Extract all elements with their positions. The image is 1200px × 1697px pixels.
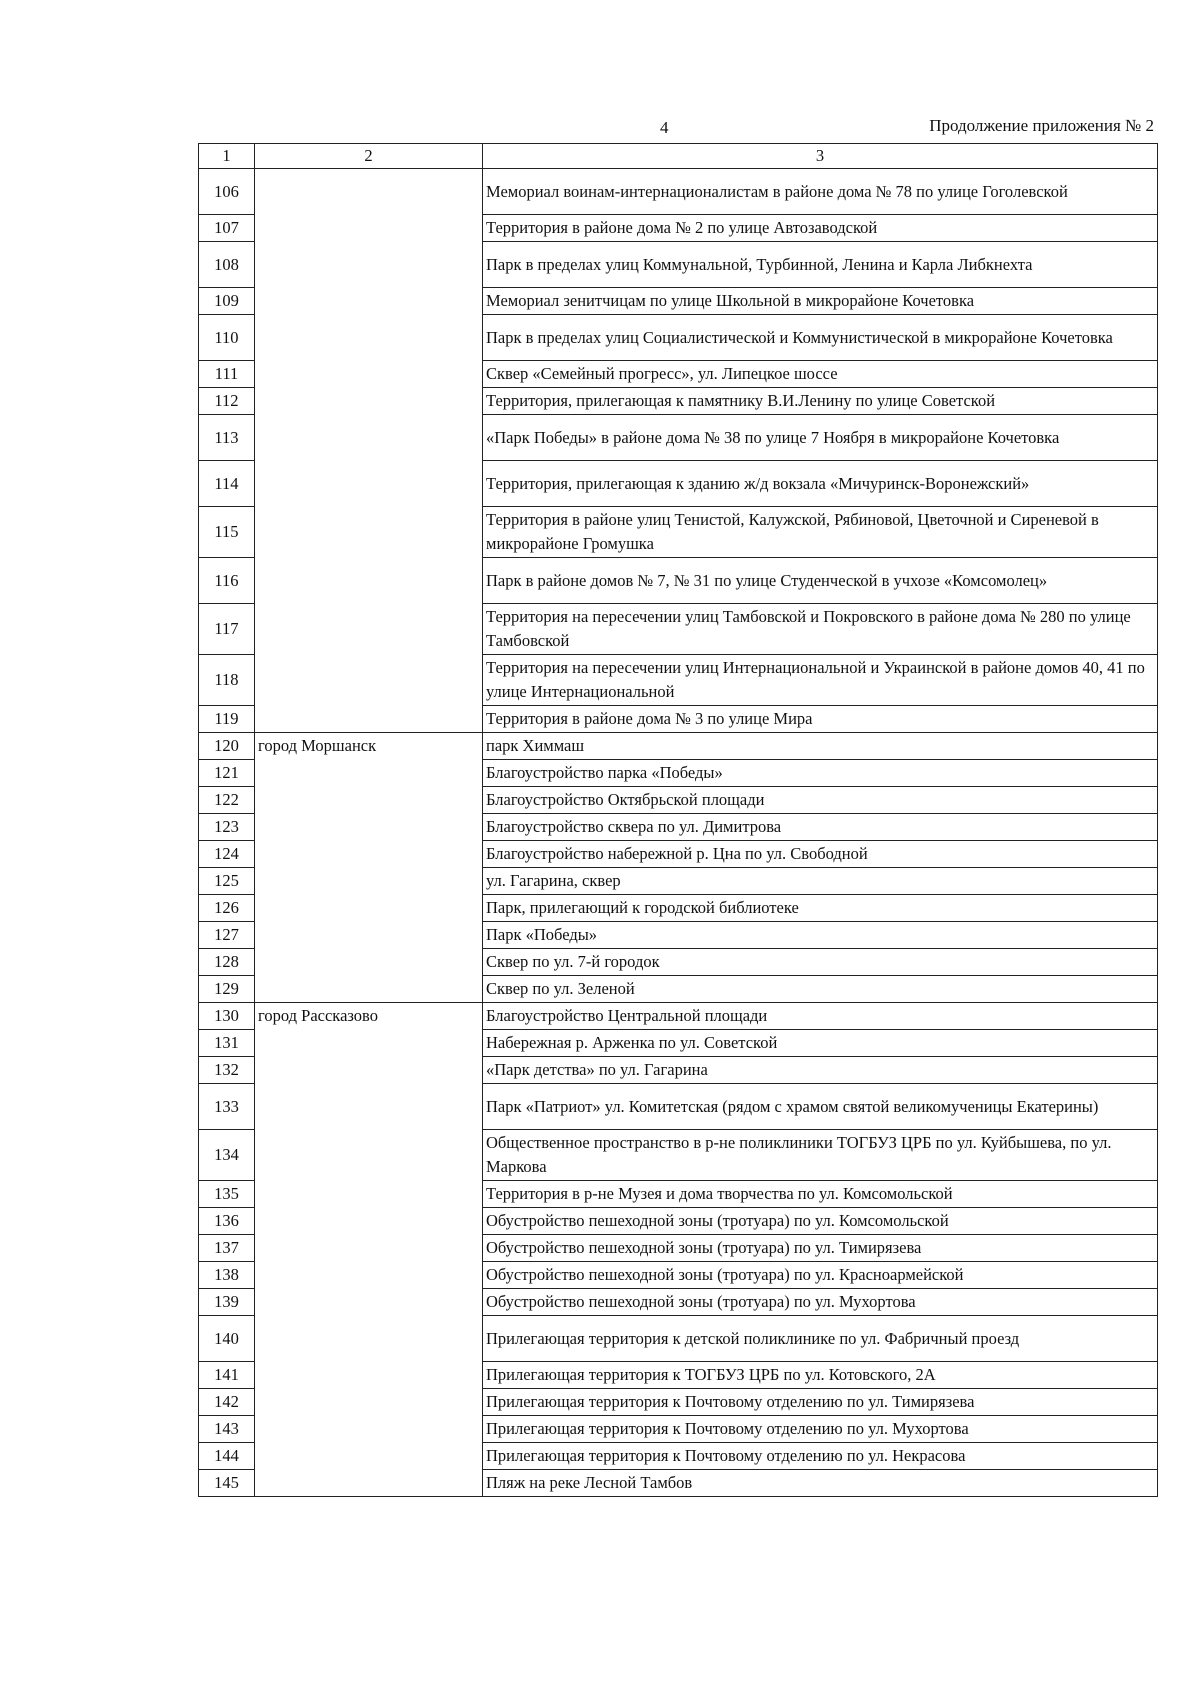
territory-name: Территория, прилегающая к зданию ж/д вокзала «Мичуринск-Воронежский» [483,461,1158,507]
row-number: 115 [199,507,255,558]
row-number: 120 [199,733,255,760]
territory-name: Мемориал воинам-интернационалистам в районе дома № 78 по улице Гоголевской [483,169,1158,215]
row-number: 127 [199,922,255,949]
row-number: 109 [199,288,255,315]
row-number: 131 [199,1030,255,1057]
objects-table [198,143,1158,1497]
column-header-1: 1 [199,144,255,169]
row-number: 126 [199,895,255,922]
row-number: 133 [199,1084,255,1130]
municipality-cell [255,169,483,733]
territory-name: Территория, прилегающая к памятнику В.И.Ленину по улице Советской [483,388,1158,415]
territory-name: Прилегающая территория к ТОГБУЗ ЦРБ по ул. Котовского, 2А [483,1362,1158,1389]
territory-name: «Парк Победы» в районе дома № 38 по улице 7 Ноября в микрорайоне Кочетовка [483,415,1158,461]
territory-name: Прилегающая территория к Почтовому отделению по ул. Некрасова [483,1443,1158,1470]
municipality-cell: город Моршанск [255,733,483,1003]
territory-name: Сквер «Семейный прогресс», ул. Липецкое шоссе [483,361,1158,388]
row-number: 116 [199,558,255,604]
row-number: 114 [199,461,255,507]
row-number: 107 [199,215,255,242]
territory-name: Благоустройство парка «Победы» [483,760,1158,787]
row-number: 117 [199,604,255,655]
territory-name: Прилегающая территория к Почтовому отделению по ул. Мухортова [483,1416,1158,1443]
territory-name: Благоустройство Октябрьской площади [483,787,1158,814]
territory-name: Набережная р. Арженка по ул. Советской [483,1030,1158,1057]
row-number: 135 [199,1181,255,1208]
territory-name: Территория в районе дома № 3 по улице Мира [483,706,1158,733]
row-number: 113 [199,415,255,461]
territory-name: Обустройство пешеходной зоны (тротуара) по ул. Мухортова [483,1289,1158,1316]
page-number: 4 [660,118,669,137]
row-number: 129 [199,976,255,1003]
row-number: 124 [199,841,255,868]
territory-name: Обустройство пешеходной зоны (тротуара) по ул. Комсомольской [483,1208,1158,1235]
territory-name: Мемориал зенитчицам по улице Школьной в микрорайоне Кочетовка [483,288,1158,315]
row-number: 122 [199,787,255,814]
territory-name: Пляж на реке Лесной Тамбов [483,1470,1158,1497]
row-number: 119 [199,706,255,733]
territory-name: Обустройство пешеходной зоны (тротуара) по ул. Красноармейской [483,1262,1158,1289]
territory-name: Парк в пределах улиц Социалистической и Коммунистической в микрорайоне Кочетовка [483,315,1158,361]
row-number: 143 [199,1416,255,1443]
territory-name: Территория в районе улиц Тенистой, Калужской, Рябиновой, Цветочной и Сиреневой в микрорайоне Громушка [483,507,1158,558]
row-number: 111 [199,361,255,388]
territory-name: Территория на пересечении улиц Тамбовской и Покровского в районе дома № 280 по улице Тамбовской [483,604,1158,655]
territory-name: Территория в р-не Музея и дома творчества по ул. Комсомольской [483,1181,1158,1208]
row-number: 144 [199,1443,255,1470]
territory-name: Сквер по ул. Зеленой [483,976,1158,1003]
territory-name: Парк в районе домов № 7, № 31 по улице Студенческой в учхозе «Комсомолец» [483,558,1158,604]
territory-name: Общественное пространство в р-не поликлиники ТОГБУЗ ЦРБ по ул. Куйбышева, по ул. Маркова [483,1130,1158,1181]
territory-name: Территория на пересечении улиц Интернациональной и Украинской в районе домов 40, 41 по улице Интернациональной [483,655,1158,706]
row-number: 106 [199,169,255,215]
territory-name: Обустройство пешеходной зоны (тротуара) по ул. Тимирязева [483,1235,1158,1262]
row-number: 137 [199,1235,255,1262]
row-number: 108 [199,242,255,288]
table-row [199,1003,1158,1030]
territory-name: Прилегающая территория к детской поликлинике по ул. Фабричный проезд [483,1316,1158,1362]
territory-name: Парк в пределах улиц Коммунальной, Турбинной, Ленина и Карла Либкнехта [483,242,1158,288]
row-number: 141 [199,1362,255,1389]
row-number: 142 [199,1389,255,1416]
territory-name: Территория в районе дома № 2 по улице Автозаводской [483,215,1158,242]
territory-name: Сквер по ул. 7-й городок [483,949,1158,976]
territory-name: Благоустройство сквера по ул. Димитрова [483,814,1158,841]
municipality-cell: город Рассказово [255,1003,483,1497]
column-header-3: 3 [483,144,1158,169]
row-number: 138 [199,1262,255,1289]
row-number: 125 [199,868,255,895]
appendix-continuation-title: Продолжение приложения № 2 [929,116,1154,135]
row-number: 132 [199,1057,255,1084]
row-number: 110 [199,315,255,361]
row-number: 136 [199,1208,255,1235]
row-number: 130 [199,1003,255,1030]
row-number: 128 [199,949,255,976]
row-number: 112 [199,388,255,415]
row-number: 123 [199,814,255,841]
territory-name: ул. Гагарина, сквер [483,868,1158,895]
row-number: 134 [199,1130,255,1181]
row-number: 140 [199,1316,255,1362]
territory-name: парк Химмаш [483,733,1158,760]
territory-name: Парк «Патриот» ул. Комитетская (рядом с храмом святой великомученицы Екатерины) [483,1084,1158,1130]
row-number: 118 [199,655,255,706]
territory-name: Парк «Победы» [483,922,1158,949]
table-header-row [199,144,1158,169]
table-body [199,144,1158,1497]
territory-name: Прилегающая территория к Почтовому отделению по ул. Тимирязева [483,1389,1158,1416]
row-number: 145 [199,1470,255,1497]
territory-name: Благоустройство набережной р. Цна по ул. Свободной [483,841,1158,868]
column-header-2: 2 [255,144,483,169]
territory-name: Парк, прилегающий к городской библиотеке [483,895,1158,922]
table-row [199,733,1158,760]
territory-name: «Парк детства» по ул. Гагарина [483,1057,1158,1084]
table-row [199,169,1158,215]
row-number: 139 [199,1289,255,1316]
row-number: 121 [199,760,255,787]
territory-name: Благоустройство Центральной площади [483,1003,1158,1030]
